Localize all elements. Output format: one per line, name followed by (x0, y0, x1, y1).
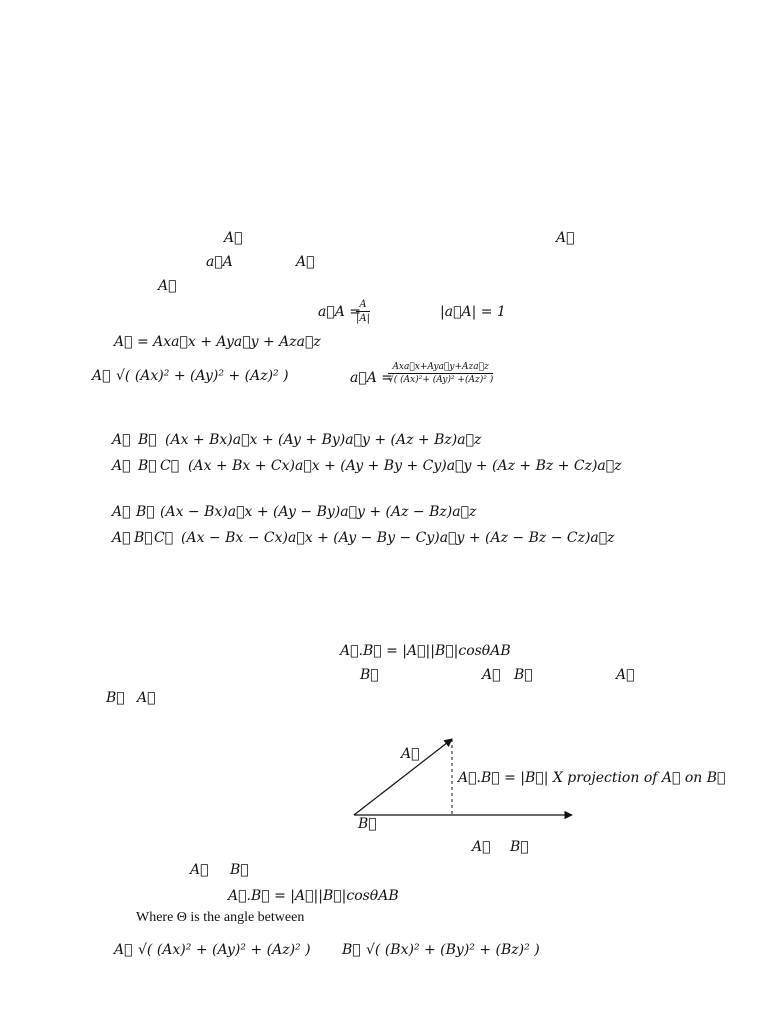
fraction-denominator: |A| (356, 313, 370, 324)
vector-C-label: C⃗ (154, 530, 174, 546)
unit-vector-def-fraction (356, 299, 370, 324)
vector-A-label: A⃗ (112, 458, 131, 474)
vector-A-label: A⃗ (616, 667, 635, 683)
vector-B-label: B⃗ (106, 690, 125, 706)
vector-A-label: A⃗ (114, 942, 133, 958)
vector-B-label: B⃗ (514, 667, 533, 683)
unit-vector-def-lhs: a⃗A = (318, 304, 362, 320)
vector-C-label: C⃗ (160, 458, 180, 474)
magnitude-B-equation: √( (Bx)² + (By)² + (Bz)² ) (366, 942, 540, 958)
vector-A-label: A⃗ (472, 839, 491, 855)
fraction-numerator: Axa⃗x+Aya⃗y+Aza⃗z (388, 362, 493, 374)
vector-B-label: B⃗ (138, 432, 157, 448)
dot-product-equation-2: A⃗.B⃗ = |A⃗||B⃗|cosθAB (228, 888, 399, 904)
vector-A-label: A⃗ (92, 368, 111, 384)
sum-AB-equation: (Ax + Bx)a⃗x + (Ay + By)a⃗y + (Az + Bz)a⃗z (165, 432, 482, 448)
vector-A-label: A⃗ (112, 432, 131, 448)
magnitude-equation: √( (Ax)² + (Ay)² + (Az)² ) (116, 368, 289, 384)
sum-ABC-equation: (Ax + Bx + Cx)a⃗x + (Ay + By + Cy)a⃗y + (Az + Bz + Cz)a⃗z (188, 458, 622, 474)
vector-B-label: B⃗ (138, 458, 157, 474)
vector-B-label: B⃗ (510, 839, 529, 855)
where-theta-text: Where Θ is the angle between (136, 910, 305, 925)
vector-B-label: B⃗ (360, 667, 379, 683)
unit-vector-comp-fraction (388, 362, 493, 385)
vector-B-label: B⃗ (134, 530, 153, 546)
component-form-equation: A⃗ = Axa⃗x + Aya⃗y + Aza⃗z (114, 334, 321, 350)
vector-B-label: B⃗ (136, 504, 155, 520)
diff-ABC-equation: (Ax − Bx − Cx)a⃗x + (Ay − By − Cy)a⃗y + (Az − Bz − Cz)a⃗z (181, 530, 615, 546)
diff-AB-equation: (Ax − Bx)a⃗x + (Ay − By)a⃗y + (Az − Bz)a⃗z (160, 504, 477, 520)
unit-vector-comp-lhs: a⃗A = (350, 370, 394, 386)
vector-A-label: A⃗ (158, 278, 177, 294)
diagram-A-label: A⃗ (401, 746, 420, 762)
vector-A-label: A⃗ (296, 254, 315, 270)
fraction-denominator: √( (Ax)²+ (Ay)² +(Az)² ) (388, 375, 494, 385)
dot-product-equation: A⃗.B⃗ = |A⃗||B⃗|cosθAB (340, 643, 511, 659)
vector-B-label: B⃗ (230, 862, 249, 878)
fraction-numerator: A (356, 299, 370, 312)
diagram-B-label: B⃗ (358, 816, 377, 832)
vector-A-label: A⃗ (190, 862, 209, 878)
projection-equation: A⃗.B⃗ = |B⃗| X projection of A⃗ on B⃗ (458, 770, 726, 786)
vector-A-label: A⃗ (556, 230, 575, 246)
vector-A-label: A⃗ (137, 690, 156, 706)
unit-vector-magnitude-eq: |a⃗A| = 1 (440, 304, 506, 320)
vector-A-label: A⃗ (482, 667, 501, 683)
vector-A-label: A⃗ (224, 230, 243, 246)
magnitude-A-equation: √( (Ax)² + (Ay)² + (Az)² ) (138, 942, 311, 958)
vector-A-label: A⃗ (112, 530, 131, 546)
vector-A-label: A⃗ (112, 504, 131, 520)
vector-B-label: B⃗ (342, 942, 361, 958)
unit-vector-aA-label: a⃗A (206, 254, 233, 270)
